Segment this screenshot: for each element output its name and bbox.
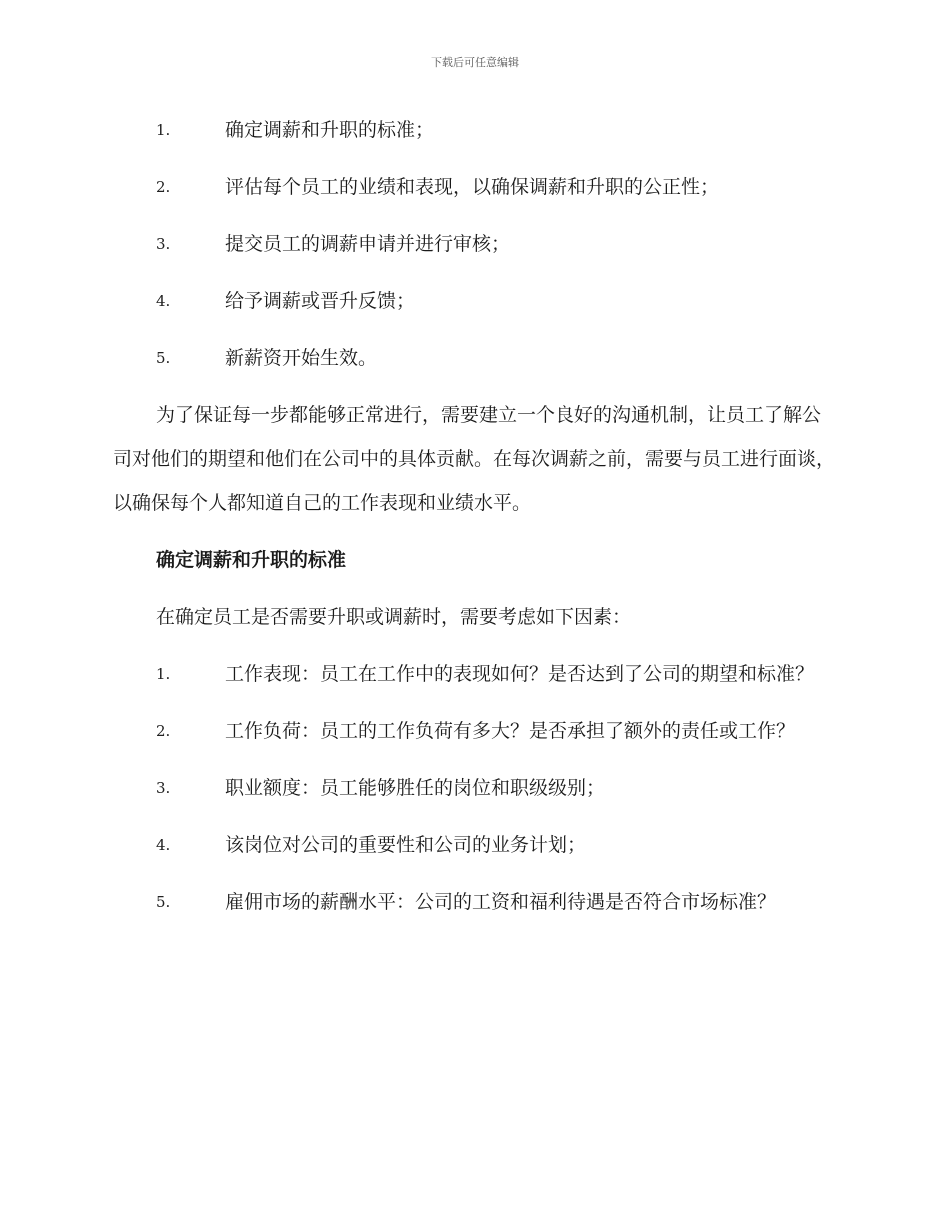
list-item-text: 职业额度：员工能够胜任的岗位和职级级别； [225, 777, 606, 799]
list-item-number: 1. [156, 665, 171, 683]
list-item-number: 4. [156, 292, 171, 310]
list-item-text: 评估每个员工的业绩和表现，以确保调薪和升职的公正性； [225, 176, 720, 198]
list-item [113, 222, 835, 266]
list-item [113, 108, 835, 152]
list-item [113, 165, 835, 209]
list-item [113, 766, 835, 810]
body-paragraph: 在确定员工是否需要升职或调薪时，需要考虑如下因素： [156, 606, 632, 628]
list-item-text: 确定调薪和升职的标准； [225, 119, 435, 141]
list-item [113, 279, 835, 323]
list-item-text: 工作负荷：员工的工作负荷有多大？是否承担了额外的责任或工作？ [225, 720, 796, 742]
list-item-text: 工作表现：员工在工作中的表现如何？是否达到了公司的期望和标准？ [225, 663, 815, 685]
list-item-number: 5. [156, 349, 171, 367]
list-item-number: 4. [156, 836, 171, 854]
list-item [113, 652, 835, 696]
factors-list [113, 652, 835, 924]
list-item-text: 雇佣市场的薪酬水平：公司的工资和福利待遇是否符合市场标准？ [225, 891, 777, 913]
list-item [113, 880, 835, 924]
body-paragraph: 为了保证每一步都能够正常进行，需要建立一个良好的沟通机制，让员工了解公司对他们的期望和他们在公司中的具体贡献。在每次调薪之前，需要与员工进行面谈，以确保每个人都知道自己的工作表现和业绩水平。 [113, 404, 836, 514]
list-item-number: 3. [156, 235, 171, 253]
list-item [113, 823, 835, 867]
list-item-number: 2. [156, 722, 171, 740]
list-item-number: 1. [156, 121, 171, 139]
list-item-number: 3. [156, 779, 171, 797]
list-item-number: 5. [156, 893, 171, 911]
steps-list [113, 108, 835, 380]
document-body [113, 108, 835, 937]
list-item [113, 336, 835, 380]
list-item-number: 2. [156, 178, 171, 196]
list-item-text: 给予调薪或晋升反馈； [225, 290, 416, 312]
header-note: 下载后可任意编辑 [431, 56, 519, 69]
list-item [113, 709, 835, 753]
list-item-text: 提交员工的调薪申请并进行审核； [225, 233, 511, 255]
list-item-text: 该岗位对公司的重要性和公司的业务计划； [225, 834, 587, 856]
list-item-text: 新薪资开始生效。 [225, 347, 378, 369]
section-heading: 确定调薪和升职的标准 [156, 549, 347, 571]
